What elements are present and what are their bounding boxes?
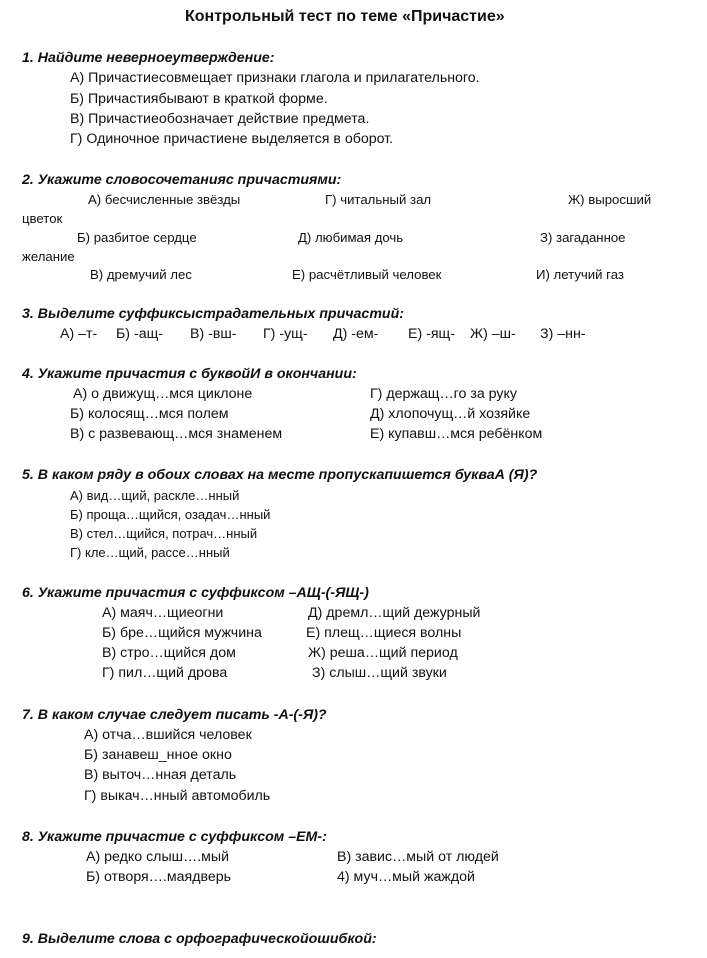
question-5-option: Г) кле…щий, рассе…нный bbox=[70, 545, 230, 560]
question-6-option: А) маяч…щиеогни bbox=[102, 605, 224, 621]
question-8-option: А) редко слыш….мый bbox=[86, 849, 230, 865]
question-3-option: Г) -ущ- bbox=[263, 326, 308, 342]
question-6-option: В) стро…щийся дом bbox=[102, 645, 236, 661]
question-6-option: З) слыш…щий звуки bbox=[312, 665, 447, 681]
question-3-option: Ж) –ш- bbox=[470, 326, 516, 342]
question-5-option: В) стел…щийся, потрач…нный bbox=[70, 526, 258, 541]
question-2-wrap-text: цветок bbox=[22, 211, 63, 226]
question-2-option: Б) разбитое сердце bbox=[77, 230, 197, 245]
question-2-option: Д) любимая дочь bbox=[298, 230, 404, 245]
question-6-option: Ж) реша…щий период bbox=[308, 645, 458, 661]
question-3-option: Б) -ащ- bbox=[116, 326, 163, 342]
question-4-option: Б) колосящ…мся полем bbox=[70, 406, 229, 422]
question-8-prompt: 8. Укажите причастие с суффиксом –ЕМ-: bbox=[22, 829, 327, 845]
question-2-option: И) летучий газ bbox=[536, 267, 624, 282]
question-2-option: З) загаданное bbox=[540, 230, 626, 245]
question-4-option: Е) купавш…мся ребёнком bbox=[370, 426, 543, 442]
question-3-option: Д) -ем- bbox=[333, 326, 379, 342]
question-3-prompt: 3. Выделите суффиксыстрадательных причастий: bbox=[22, 306, 404, 322]
question-6-prompt: 6. Укажите причастия с суффиксом –АЩ-(-ЯЩ-) bbox=[22, 585, 369, 601]
question-6-option: Б) бре…щийся мужчина bbox=[102, 625, 262, 641]
question-2-option: Е) расчётливый человек bbox=[292, 267, 442, 282]
question-3-option: А) –т- bbox=[60, 326, 98, 342]
question-1-option: А) Причастиесовмещает признаки глагола и прилагательного. bbox=[70, 70, 480, 86]
question-1-option: Б) Причастиябывают в краткой форме. bbox=[70, 91, 328, 107]
question-5-option: Б) проща…щийся, озадач…нный bbox=[70, 507, 271, 522]
question-4-option: Г) держащ…го за руку bbox=[370, 386, 517, 402]
question-4-option: В) с развевающ…мся знаменем bbox=[70, 426, 283, 442]
question-7-option: Б) занавеш_нное окно bbox=[84, 747, 232, 763]
question-1-option: В) Причастиеобозначает действие предмета. bbox=[70, 111, 370, 127]
question-8-option: В) завис…мый от людей bbox=[337, 849, 499, 865]
question-5-option: А) вид…щий, раскле…нный bbox=[70, 488, 240, 503]
question-9-prompt: 9. Выделите слова с орфографическойошибкой: bbox=[22, 931, 377, 947]
question-1-option: Г) Одиночное причастиене выделяется в оборот. bbox=[70, 131, 394, 147]
question-7-prompt: 7. В каком случае следует писать -А-(-Я)? bbox=[22, 707, 327, 723]
question-6-option: Г) пил…щий дрова bbox=[102, 665, 228, 681]
test-title: Контрольный тест по теме «Причастие» bbox=[185, 8, 505, 25]
question-6-option: Е) плещ…щиеся волны bbox=[306, 625, 462, 641]
question-7-option: А) отча…вшийся человек bbox=[84, 727, 252, 743]
question-3-option: З) –нн- bbox=[540, 326, 586, 342]
question-1-prompt: 1. Найдите неверноеутверждение: bbox=[22, 50, 275, 66]
question-6-option: Д) дремл…щий дежурный bbox=[308, 605, 481, 621]
question-4-prompt: 4. Укажите причастия с буквойИ в окончании: bbox=[22, 366, 357, 382]
question-3-option: Е) -ящ- bbox=[408, 326, 455, 342]
question-2-option: В) дремучий лес bbox=[90, 267, 192, 282]
question-8-option: Б) отворя….маядверь bbox=[86, 869, 232, 885]
question-8-option: 4) муч…мый жаждой bbox=[337, 869, 475, 885]
question-2-wrap-text: желание bbox=[22, 249, 75, 264]
question-2-option: Ж) выросший bbox=[568, 192, 652, 207]
question-2-option: Г) читальный зал bbox=[325, 192, 432, 207]
question-7-option: Г) выкач…нный автомобиль bbox=[84, 788, 271, 804]
question-2-option: А) бесчисленные звёзды bbox=[88, 192, 241, 207]
question-5-prompt: 5. В каком ряду в обоих словах на месте пропускапишется букваА (Я)? bbox=[22, 467, 538, 483]
question-4-option: Д) хлопочущ…й хозяйке bbox=[370, 406, 531, 422]
question-7-option: В) выточ…нная деталь bbox=[84, 767, 237, 783]
question-2-prompt: 2. Укажите словосочетанияс причастиями: bbox=[22, 172, 342, 188]
question-4-option: А) о движущ…мся циклоне bbox=[73, 386, 253, 402]
question-3-option: В) -вш- bbox=[190, 326, 237, 342]
